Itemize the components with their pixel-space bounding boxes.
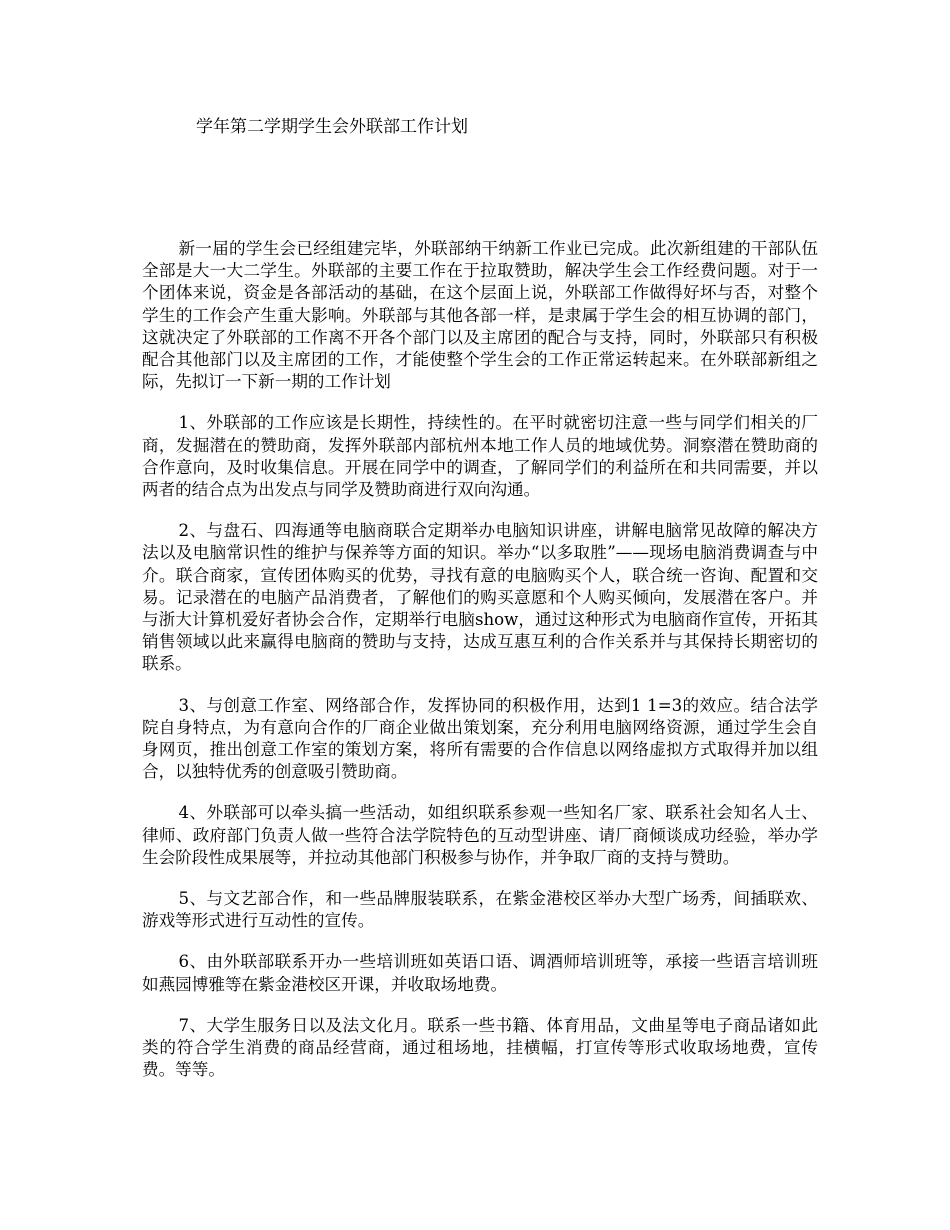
paragraph-intro: 新一届的学生会已经组建完毕，外联部纳干纳新工作业已完成。此次新组建的干部队伍全部是大一大二学生。外联部的主要工作在于拉取赞助，解决学生会工作经费问题。对于一个团体来说，资金是各部活动的基础，在这个层面上说，外联部工作做得好坏与否，对整个学生的工作会产生重大影响。外联部与其他各部一样，是隶属于学生会的相互协调的部门，这就决定了外联部的工作离不开各个部门以及主席团的配合与支持，同时，外联部只有积极配合其他部门以及主席团的工作，才能使整个学生会的工作正常运转起来。在外联部新组之际，先拟订一下新一期的工作计划 bbox=[142, 239, 818, 392]
document-title: 学年第二学期学生会外联部工作计划 bbox=[196, 117, 468, 137]
document-body bbox=[142, 238, 818, 1101]
paragraph-item-5: 5、与文艺部合作，和一些品牌服装联系，在紫金港校区举办大型广场秀，间插联欢、游戏等形式进行互动性的宣传。 bbox=[142, 889, 818, 931]
paragraph-item-7: 7、大学生服务日以及法文化月。联系一些书籍、体育用品，文曲星等电子商品诸如此类的符合学生消费的商品经营商，通过租场地，挂横幅，打宣传等形式收取场地费，宣传费。等等。 bbox=[142, 1015, 818, 1080]
paragraph-item-1: 1、外联部的工作应该是长期性，持续性的。在平时就密切注意一些与同学们相关的厂商，发掘潜在的赞助商，发挥外联部内部杭州本地工作人员的地域优势。洞察潜在赞助商的合作意向，及时收集信息。开展在同学中的调查，了解同学们的利益所在和共同需要，并以两者的结合点为出发点与同学及赞助商进行双向沟通。 bbox=[142, 413, 818, 500]
paragraph-item-2: 2、与盘石、四海通等电脑商联合定期举办电脑知识讲座，讲解电脑常见故障的解决方法以及电脑常识性的维护与保养等方面的知识。举办“以多取胜”——现场电脑消费调查与中介。联合商家，宣传团体购买的优势，寻找有意的电脑购买个人，联合统一咨询、配置和交易。记录潜在的电脑产品消费者，了解他们的购买意愿和个人购买倾向，发展潜在客户。并与浙大计算机爱好者协会合作，定期举行电脑show，通过这种形式为电脑商作宣传，开拓其销售领域以此来赢得电脑商的赞助与支持，达成互惠互利的合作关系并与其保持长期密切的联系。 bbox=[142, 521, 818, 674]
paragraph-item-6: 6、由外联部联系开办一些培训班如英语口语、调酒师培训班等，承接一些语言培训班如燕园博雅等在紫金港校区开课，并收取场地费。 bbox=[142, 952, 818, 994]
paragraph-item-3: 3、与创意工作室、网络部合作，发挥协同的积极作用，达到1 1=3的效应。结合法学院自身特点，为有意向合作的厂商企业做出策划案，充分利用电脑网络资源，通过学生会自身网页，推出创意工作室的策划方案，将所有需要的合作信息以网络虚拟方式取得并加以组合，以独特优秀的创意吸引赞助商。 bbox=[142, 695, 818, 782]
paragraph-item-4: 4、外联部可以牵头搞一些活动，如组织联系参观一些知名厂家、联系社会知名人士、律师、政府部门负责人做一些符合法学院特色的互动型讲座、请厂商倾谈成功经验，举办学生会阶段性成果展等，并拉动其他部门积极参与协作，并争取厂商的支持与赞助。 bbox=[142, 803, 818, 867]
